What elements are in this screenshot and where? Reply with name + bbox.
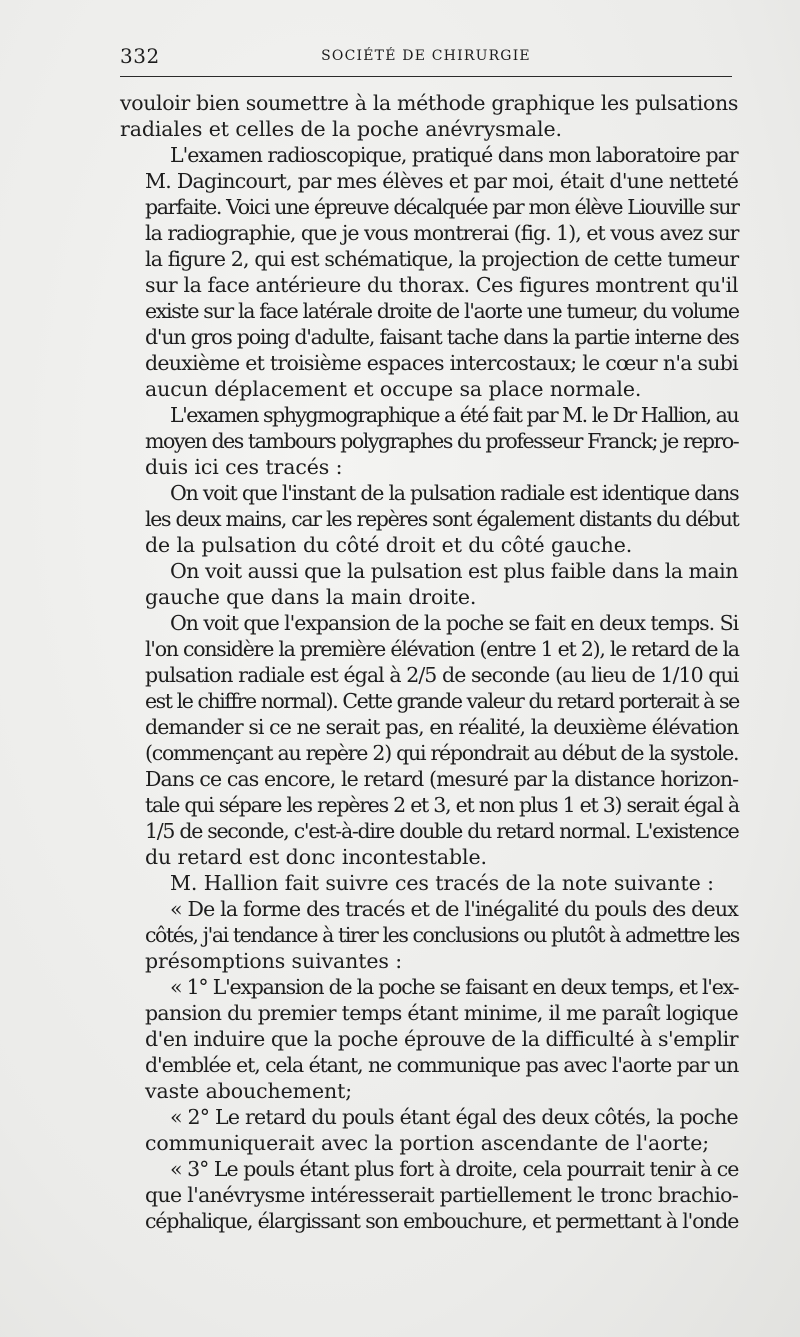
text-line: présomptions suivantes : (145, 949, 403, 973)
text-line: pansion du premier temps étant minime, il me paraît logique (145, 1001, 738, 1025)
text-line: On voit aussi que la pulsation est plus faible dans la main (170, 559, 738, 583)
paragraph (120, 142, 739, 402)
text-line: duis ici ces tracés : (145, 455, 343, 479)
text-line: la figure 2, qui est schématique, la projection de cette tumeur (145, 247, 739, 271)
text-line: L'examen sphygmographique a été fait par M. le Dr Hallion, au (170, 403, 739, 427)
text-line: « 2° Le retard du pouls étant égal des deux côtés, la poche (170, 1105, 738, 1129)
text-line: tale qui sépare les repères 2 et 3, et non plus 1 et 3) serait égal à (145, 793, 739, 817)
paragraph (120, 480, 739, 558)
body-text (120, 90, 739, 1234)
text-line: deuxième et troisième espaces intercostaux; le cœur n'a subi (145, 351, 738, 375)
text-line: aucun déplacement et occupe sa place normale. (145, 377, 642, 401)
paragraph (120, 90, 738, 142)
text-line: est le chiffre normal). Cette grande valeur du retard porterait à se (145, 689, 739, 713)
header-rule (120, 76, 732, 77)
paragraph (120, 896, 739, 974)
text-line: côtés, j'ai tendance à tirer les conclusions ou plutôt à admettre les (145, 923, 739, 947)
text-line: vouloir bien soumettre à la méthode graphique les pulsations (120, 91, 738, 115)
text-line: d'emblée et, cela étant, ne communique pas avec l'aorte par un (145, 1053, 739, 1077)
paragraph (120, 974, 739, 1104)
text-line: M. Dagincourt, par mes élèves et par moi, était d'une netteté (145, 169, 739, 193)
text-line: pulsation radiale est égal à 2/5 de seconde (au lieu de 1/10 qui (145, 663, 739, 687)
text-line: vaste abouchement; (145, 1079, 353, 1103)
paragraph (120, 870, 732, 896)
running-head: SOCIÉTÉ DE CHIRURGIE (321, 48, 531, 64)
text-line: que l'anévrysme intéresserait partiellement le tronc brachio- (145, 1183, 739, 1207)
text-line: L'examen radioscopique, pratiqué dans mon laboratoire par (170, 143, 738, 167)
text-line: céphalique, élargissant son embouchure, et permettant à l'onde (145, 1209, 739, 1233)
text-line: « 1° L'expansion de la poche se faisant en deux temps, et l'ex- (170, 975, 739, 999)
page-number: 332 (120, 44, 160, 68)
text-line: la radiographie, que je vous montrerai (fig. 1), et vous avez sur (145, 221, 739, 245)
text-line: les deux mains, car les repères sont également distants du début (145, 507, 739, 531)
page-header (120, 44, 732, 70)
text-line: de la pulsation du côté droit et du côté gauche. (145, 533, 633, 557)
text-line: demander si ce ne serait pas, en réalité, la deuxième élévation (145, 715, 739, 739)
text-line: (commençant au repère 2) qui répondrait au début de la systole. (145, 741, 739, 765)
text-line: communiquerait avec la portion ascendante de l'aorte; (145, 1131, 710, 1155)
text-line: parfaite. Voici une épreuve décalquée par mon élève Liouville sur (145, 195, 739, 219)
paragraph (120, 558, 738, 610)
text-line: l'on considère la première élévation (entre 1 et 2), le retard de la (145, 637, 739, 661)
text-line: radiales et celles de la poche anévrysmale. (120, 117, 562, 141)
text-line: existe sur la face latérale droite de l'aorte une tumeur, du volume (145, 299, 739, 323)
text-line: « 3° Le pouls étant plus fort à droite, cela pourrait tenir à ce (170, 1157, 739, 1181)
text-line: d'en induire que la poche éprouve de la difficulté à s'emplir (145, 1027, 739, 1051)
paragraph (120, 402, 739, 480)
text-line: « De la forme des tracés et de l'inégalité du pouls des deux (170, 897, 738, 921)
text-line: On voit que l'expansion de la poche se fait en deux temps. Si (170, 611, 739, 635)
text-line: du retard est donc incontestable. (145, 845, 487, 869)
text-line: 1/5 de seconde, c'est-à-dire double du retard normal. L'existence (145, 819, 739, 843)
paragraph (120, 1104, 738, 1156)
text-line: Dans ce cas encore, le retard (mesuré par la distance horizon- (145, 767, 739, 791)
text-line: M. Hallion fait suivre ces tracés de la note suivante : (170, 871, 714, 895)
text-line: moyen des tambours polygraphes du professeur Franck; je repro- (145, 429, 739, 453)
text-line: gauche que dans la main droite. (145, 585, 477, 609)
text-line: On voit que l'instant de la pulsation radiale est identique dans (170, 481, 739, 505)
paragraph (120, 610, 739, 870)
text-line: sur la face antérieure du thorax. Ces figures montrent qu'il (145, 273, 738, 297)
text-line: d'un gros poing d'adulte, faisant tache dans la partie interne des (145, 325, 739, 349)
paragraph (120, 1156, 739, 1234)
